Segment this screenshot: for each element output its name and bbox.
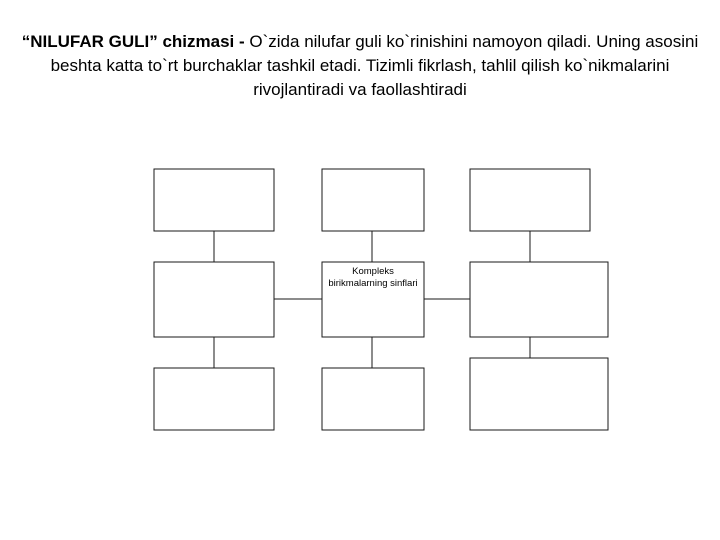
box-bottom-right <box>470 358 608 430</box>
center-box-label: Kompleks birikmalarning sinflari <box>328 266 418 289</box>
box-top-center <box>322 169 424 231</box>
heading-title: “NILUFAR GULI” chizmasi - <box>21 32 245 51</box>
box-bottom-center <box>322 368 424 430</box>
box-top-left <box>154 169 274 231</box>
box-middle-left <box>154 262 274 337</box>
box-bottom-left <box>154 368 274 430</box>
heading-description: O`zida nilufar guli ko`rinishini namoyon qiladi. Uning asosini beshta katta to`rt burchaklar tashkil etadi. Tizimli fikrlash, tahlil qilish ko`nikmalarini rivojlantiradi va faollashtiradi <box>50 32 699 99</box>
box-top-right <box>470 169 590 231</box>
box-middle-right <box>470 262 608 337</box>
